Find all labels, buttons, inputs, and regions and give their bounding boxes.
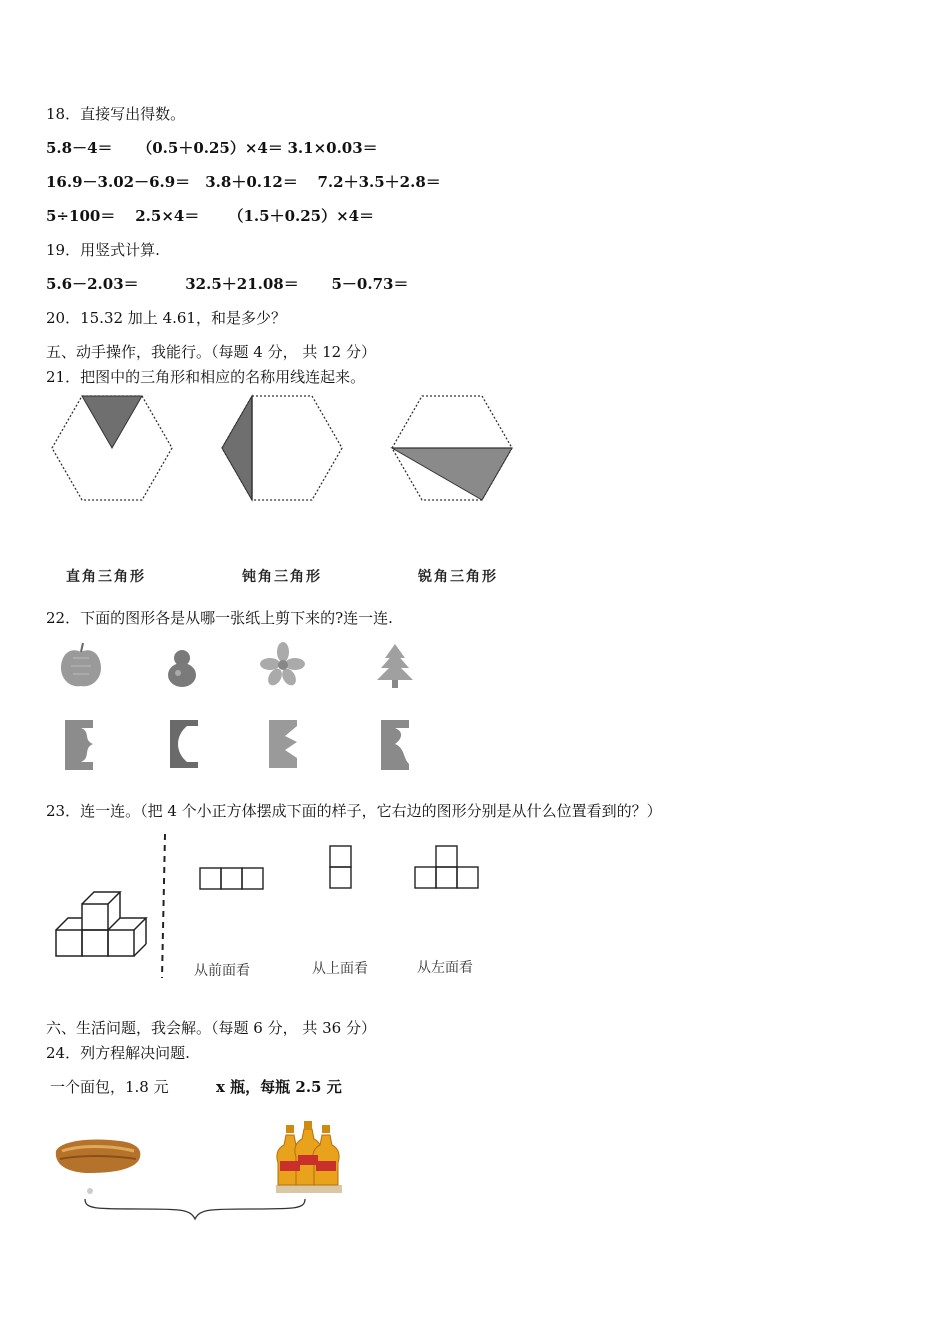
q18-item: 16.9－3.02－6.9＝ [46,173,191,191]
q18-row-3 [46,205,374,226]
hexagon-3 [392,396,512,500]
q24-title: 24．列方程解决问题. [46,1044,190,1062]
paper-3 [269,720,297,768]
paper-4 [381,720,409,770]
q24-bread-text [50,1076,342,1097]
divider-line [162,834,165,978]
q21-label-right: 直角三角形 [66,569,146,585]
section5-title: 五、动手操作，我能行。（每题 4 分， 共 12 分） [46,343,376,361]
left-view [415,846,478,888]
q23-title: 23．连一连。（把 4 个小正方体摆成下面的样子，它右边的图形分别是从什么位置看到的？） [46,802,662,820]
q21-label-obtuse: 钝角三角形 [242,569,322,585]
q21-hexagons-figure [50,392,530,507]
q19-row [46,273,408,294]
hexagon-2 [222,396,342,500]
q19-item: 5.6－2.03＝ [46,275,139,293]
front-view [200,868,263,889]
q18-item: 2.5×4＝ [135,207,200,225]
section6-title: 六、生活问题，我会解。（每题 6 分， 共 36 分） [46,1019,376,1037]
q18-row-2 [46,171,441,192]
q24-bottle-price: x 瓶，每瓶 2.5 元 [216,1078,342,1096]
tree-shape [377,644,413,688]
brace-line [85,1199,305,1219]
q18-title: 18．直接写出得数。 [46,105,186,123]
q18-item: 7.2＋3.5＋2.8＝ [317,173,441,191]
q23-label-top: 从上面看 [312,961,368,977]
q24-figure [50,1115,360,1225]
q20-text: 20．15.32 加上 4.61，和是多少？ [46,309,286,327]
q18-row-1 [46,137,378,158]
cube-stack [56,892,146,956]
q18-item: 3.1×0.03＝ [287,139,378,157]
top-view [330,846,351,888]
q18-item: （1.5＋0.25）×4＝ [228,207,375,225]
q19-item: 5－0.73＝ [331,275,409,293]
hexagon-1 [52,396,172,500]
q18-item: 5.8－4＝ [46,139,113,157]
apple-shape [61,643,101,686]
q18-item: 5÷100＝ [46,207,116,225]
q19-title: 19．用竖式计算. [46,241,160,259]
q23-label-left: 从左面看 [417,960,473,976]
q18-item: （0.5＋0.25）×4＝ [137,139,283,157]
q21-label-acute: 锐角三角形 [418,569,498,585]
q18-item: 3.8＋0.12＝ [205,173,298,191]
q21-title: 21．把图中的三角形和相应的名称用线连起来。 [46,368,366,386]
q22-cutouts-figure [55,640,435,780]
q24-bread-price: 一个面包，1.8 元 [50,1078,169,1096]
q23-label-front: 从前面看 [194,963,250,979]
juice-bottles-image [276,1121,342,1193]
q22-title: 22．下面的图形各是从哪一张纸上剪下来的?连一连. [46,609,393,627]
bread-image [56,1139,141,1194]
q19-item: 32.5＋21.08＝ [185,275,299,293]
paper-2 [170,720,198,768]
gourd-shape [168,650,196,687]
flower-shape [260,642,305,688]
paper-1 [65,720,93,770]
